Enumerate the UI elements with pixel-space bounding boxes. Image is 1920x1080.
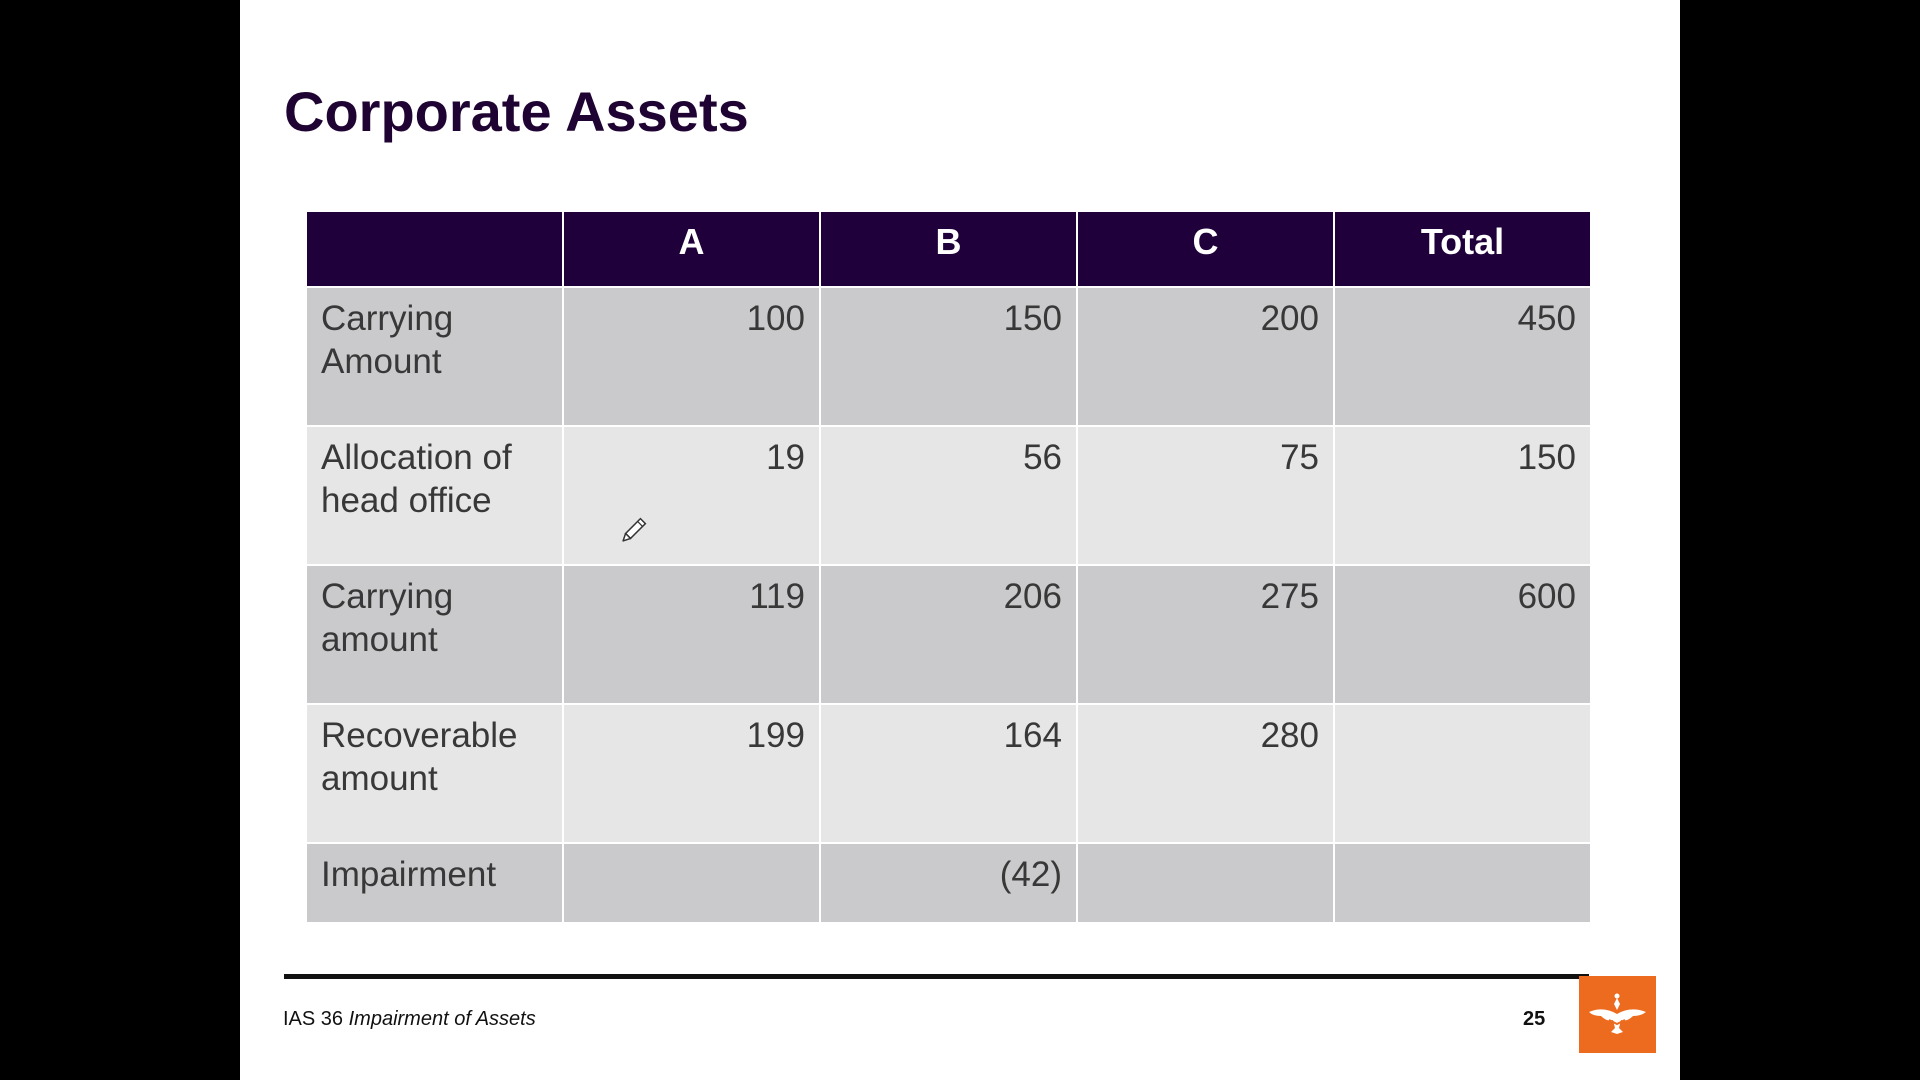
- impairment-table: [305, 210, 1592, 924]
- presentation-slide: [240, 0, 1680, 1080]
- table-cell: [563, 843, 820, 923]
- table-cell: 19: [563, 426, 820, 565]
- table-cell: 75: [1077, 426, 1334, 565]
- slide-title: Corporate Assets: [284, 80, 749, 143]
- header-cell-c: C: [1077, 211, 1334, 287]
- footer-standard-name: Impairment of Assets: [348, 1008, 536, 1030]
- table-cell: [1077, 843, 1334, 923]
- table-row: [306, 565, 1591, 704]
- table-header: [306, 211, 1591, 287]
- footer-standard: IAS 36: [283, 1008, 344, 1030]
- table-cell: 150: [820, 287, 1077, 426]
- table-cell: [1334, 843, 1591, 923]
- table-cell: 280: [1077, 704, 1334, 843]
- header-cell-blank: [306, 211, 563, 287]
- table-cell: 200: [1077, 287, 1334, 426]
- table-cell: 119: [563, 565, 820, 704]
- table-cell: (42): [820, 843, 1077, 923]
- table-body: [306, 287, 1591, 923]
- row-label: Impairment: [306, 843, 563, 923]
- row-label: Carrying Amount: [306, 287, 563, 426]
- header-cell-b: B: [820, 211, 1077, 287]
- table-cell: 150: [1334, 426, 1591, 565]
- table-cell: 206: [820, 565, 1077, 704]
- table-row: [306, 426, 1591, 565]
- header-cell-a: A: [563, 211, 820, 287]
- row-label: Allocation of head office: [306, 426, 563, 565]
- header-cell-total: Total: [1334, 211, 1591, 287]
- table-cell: 275: [1077, 565, 1334, 704]
- page-number: 25: [1523, 1008, 1546, 1030]
- footer-caption: [283, 1008, 536, 1031]
- table-cell: 164: [820, 704, 1077, 843]
- table-cell: 450: [1334, 287, 1591, 426]
- university-crest-logo: [1579, 976, 1656, 1053]
- table-cell: 199: [563, 704, 820, 843]
- table-cell: 100: [563, 287, 820, 426]
- header-row: [306, 211, 1591, 287]
- pencil-cursor-icon: [616, 514, 650, 548]
- table-cell: 56: [820, 426, 1077, 565]
- row-label: Carrying amount: [306, 565, 563, 704]
- row-label: Recoverable amount: [306, 704, 563, 843]
- table-row: [306, 704, 1591, 843]
- table-cell: [1334, 704, 1591, 843]
- table-row: [306, 843, 1591, 923]
- table-cell: 600: [1334, 565, 1591, 704]
- table-row: [306, 287, 1591, 426]
- footer-divider: [284, 974, 1589, 979]
